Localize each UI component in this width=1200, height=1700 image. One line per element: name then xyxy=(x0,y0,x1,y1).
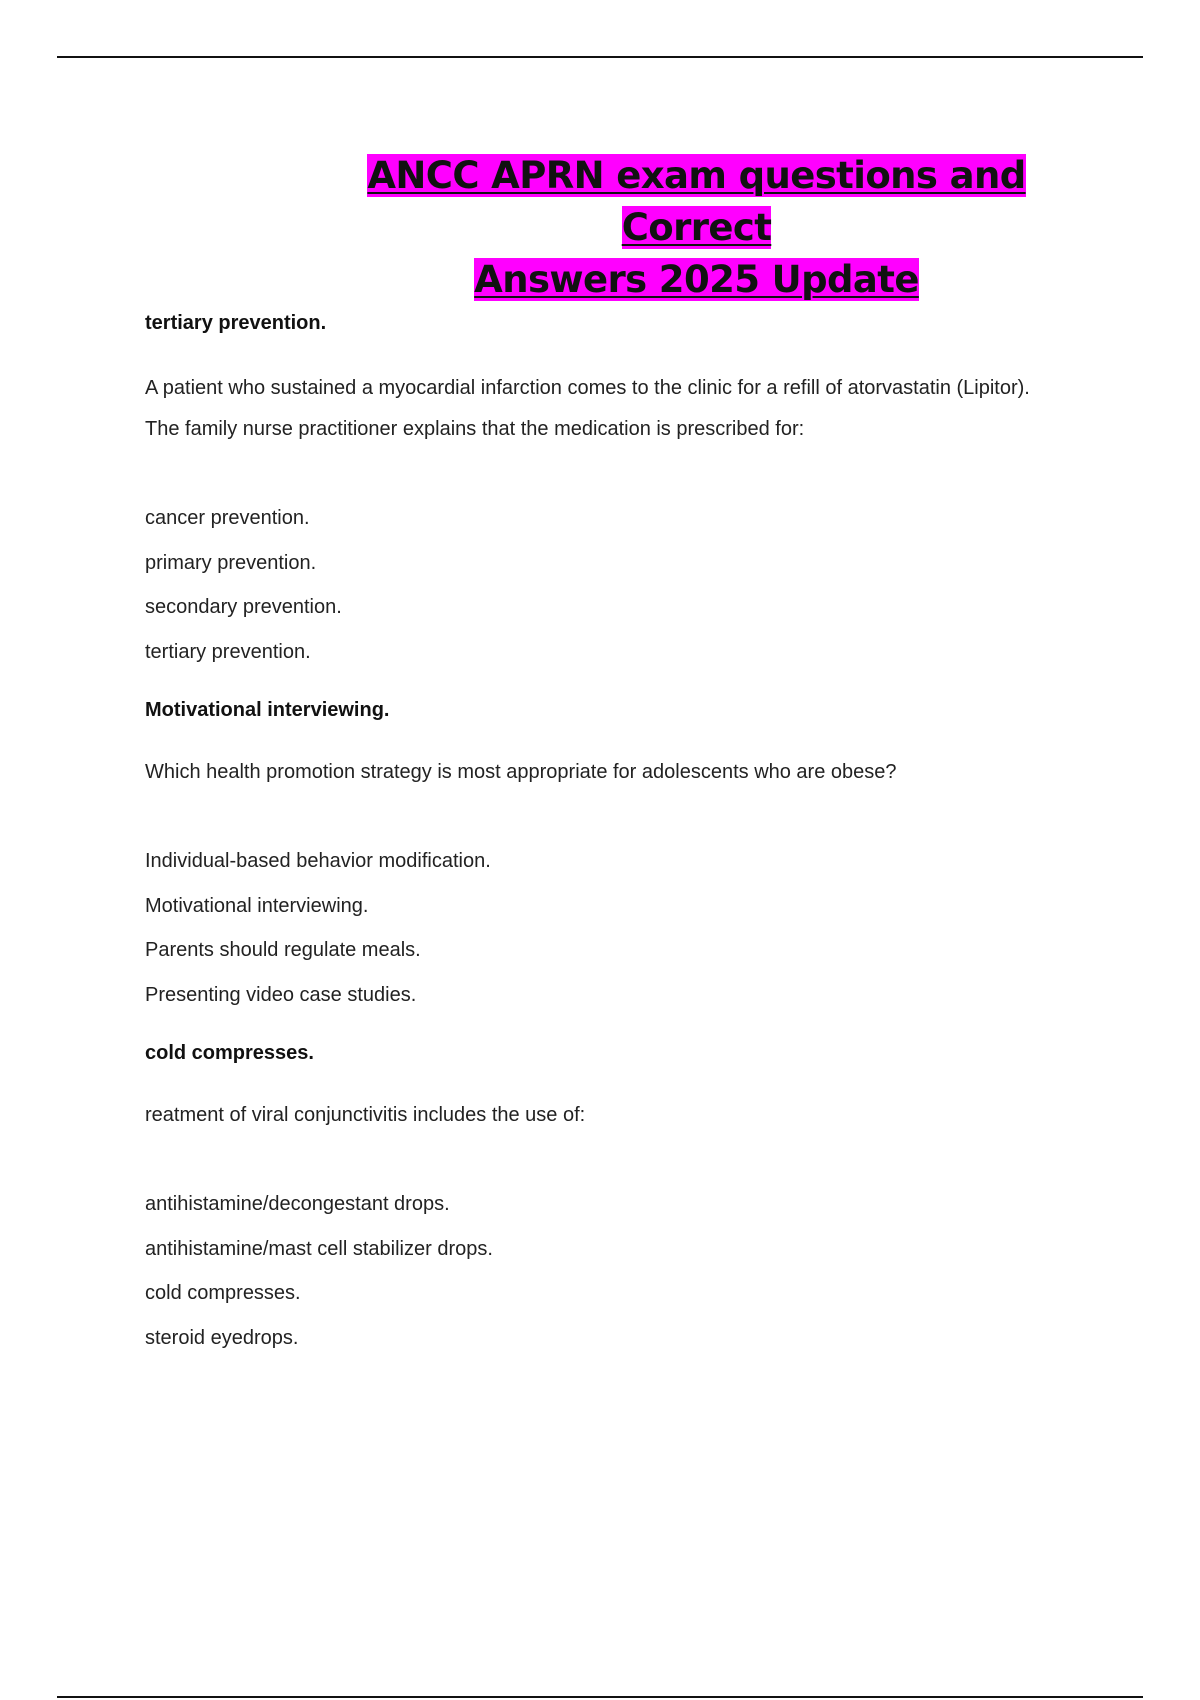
question-text: Which health promotion strategy is most appropriate for adolescents who are obese? xyxy=(145,761,897,783)
option-list xyxy=(145,1182,1045,1360)
bottom-divider xyxy=(57,1696,1143,1698)
question-text: reatment of viral conjunctivitis includes the use of: xyxy=(145,1104,586,1126)
option-item: primary prevention. xyxy=(145,551,317,574)
question-text: A patient who sustained a myocardial infarction comes to the clinic for a refill of atorvastatin (Lipitor). The family nurse practitioner explains that the medication is prescribed for: xyxy=(145,377,1030,440)
title-line-2: Answers 2025 Update xyxy=(474,258,919,301)
answer-heading: cold compresses. xyxy=(145,1042,314,1064)
option-list xyxy=(145,839,1045,1017)
option-item: secondary prevention. xyxy=(145,596,342,618)
option-item: steroid eyedrops. xyxy=(145,1326,299,1349)
option-item: Individual-based behavior modification. xyxy=(145,850,491,872)
option-item: Parents should regulate meals. xyxy=(145,939,421,961)
answer-heading: tertiary prevention. xyxy=(145,312,327,334)
option-item: antihistamine/decongestant drops. xyxy=(145,1193,450,1215)
option-item: cold compresses. xyxy=(145,1282,301,1304)
option-item: antihistamine/mast cell stabilizer drops. xyxy=(145,1237,493,1260)
option-item: Motivational interviewing. xyxy=(145,894,369,917)
answer-heading: Motivational interviewing. xyxy=(145,699,390,721)
option-item: cancer prevention. xyxy=(145,507,310,529)
option-list xyxy=(145,496,1045,674)
document-title xyxy=(320,150,1073,306)
option-item: tertiary prevention. xyxy=(145,640,311,663)
top-divider xyxy=(57,56,1143,58)
title-line-1: ANCC APRN exam questions and Correct xyxy=(367,154,1026,249)
option-item: Presenting video case studies. xyxy=(145,983,417,1006)
